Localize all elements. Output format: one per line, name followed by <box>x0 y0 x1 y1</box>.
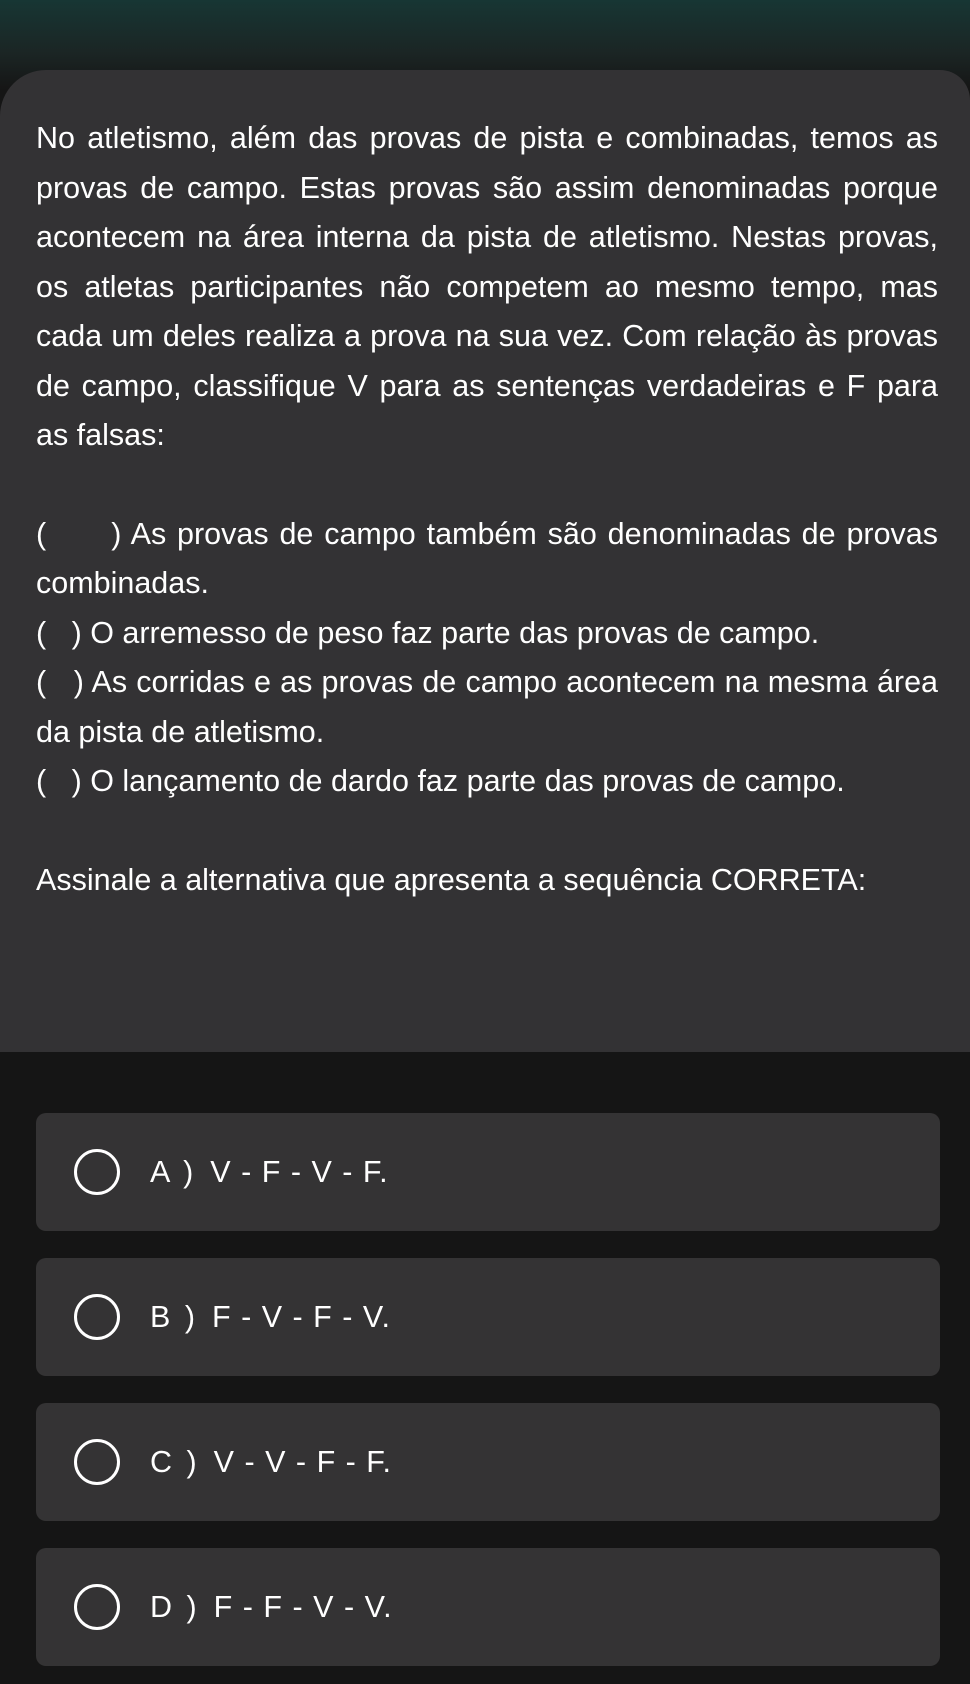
question-card <box>0 70 970 1052</box>
option-letter: C ) <box>150 1444 200 1479</box>
option-text: V - F - V - F. <box>210 1154 389 1189</box>
option-text: F - F - V - V. <box>213 1589 393 1624</box>
statement-2: ( ) O arremesso de peso faz parte das provas de campo. <box>36 615 820 650</box>
question-paragraph: No atletismo, além das provas de pista e combinadas, temos as provas de campo. Estas provas são assim denominadas porque acontecem na área interna da pista de atletismo. Nestas provas, os atletas participantes não competem ao mesmo tempo, mas cada um deles realiza a prova na sua vez. Com relação às provas de campo, classifique V para as sentenças verdadeiras e F para as falsas: <box>36 121 938 452</box>
spacer <box>36 461 938 510</box>
option-letter: A ) <box>150 1154 197 1189</box>
spacer <box>36 807 938 856</box>
option-letter: D ) <box>150 1589 200 1624</box>
option-c[interactable] <box>36 1403 940 1521</box>
statement-1: ( ) As provas de campo também são denominadas de provas combinadas. <box>36 516 947 600</box>
question-instruction: Assinale a alternativa que apresenta a sequência CORRETA: <box>36 862 867 897</box>
radio-circle-icon[interactable] <box>74 1584 120 1630</box>
option-text: V - V - F - F. <box>213 1444 393 1479</box>
option-d[interactable] <box>36 1548 940 1666</box>
option-b[interactable] <box>36 1258 940 1376</box>
option-text: F - V - F - V. <box>211 1299 391 1334</box>
radio-circle-icon[interactable] <box>74 1149 120 1195</box>
radio-circle-icon[interactable] <box>74 1294 120 1340</box>
statement-4: ( ) O lançamento de dardo faz parte das provas de campo. <box>36 764 845 798</box>
option-letter: B ) <box>150 1299 198 1334</box>
statement-3: ( ) As corridas e as provas de campo acontecem na mesma área da pista de atletismo. <box>36 665 947 749</box>
radio-circle-icon[interactable] <box>74 1439 120 1485</box>
option-a[interactable] <box>36 1113 940 1231</box>
